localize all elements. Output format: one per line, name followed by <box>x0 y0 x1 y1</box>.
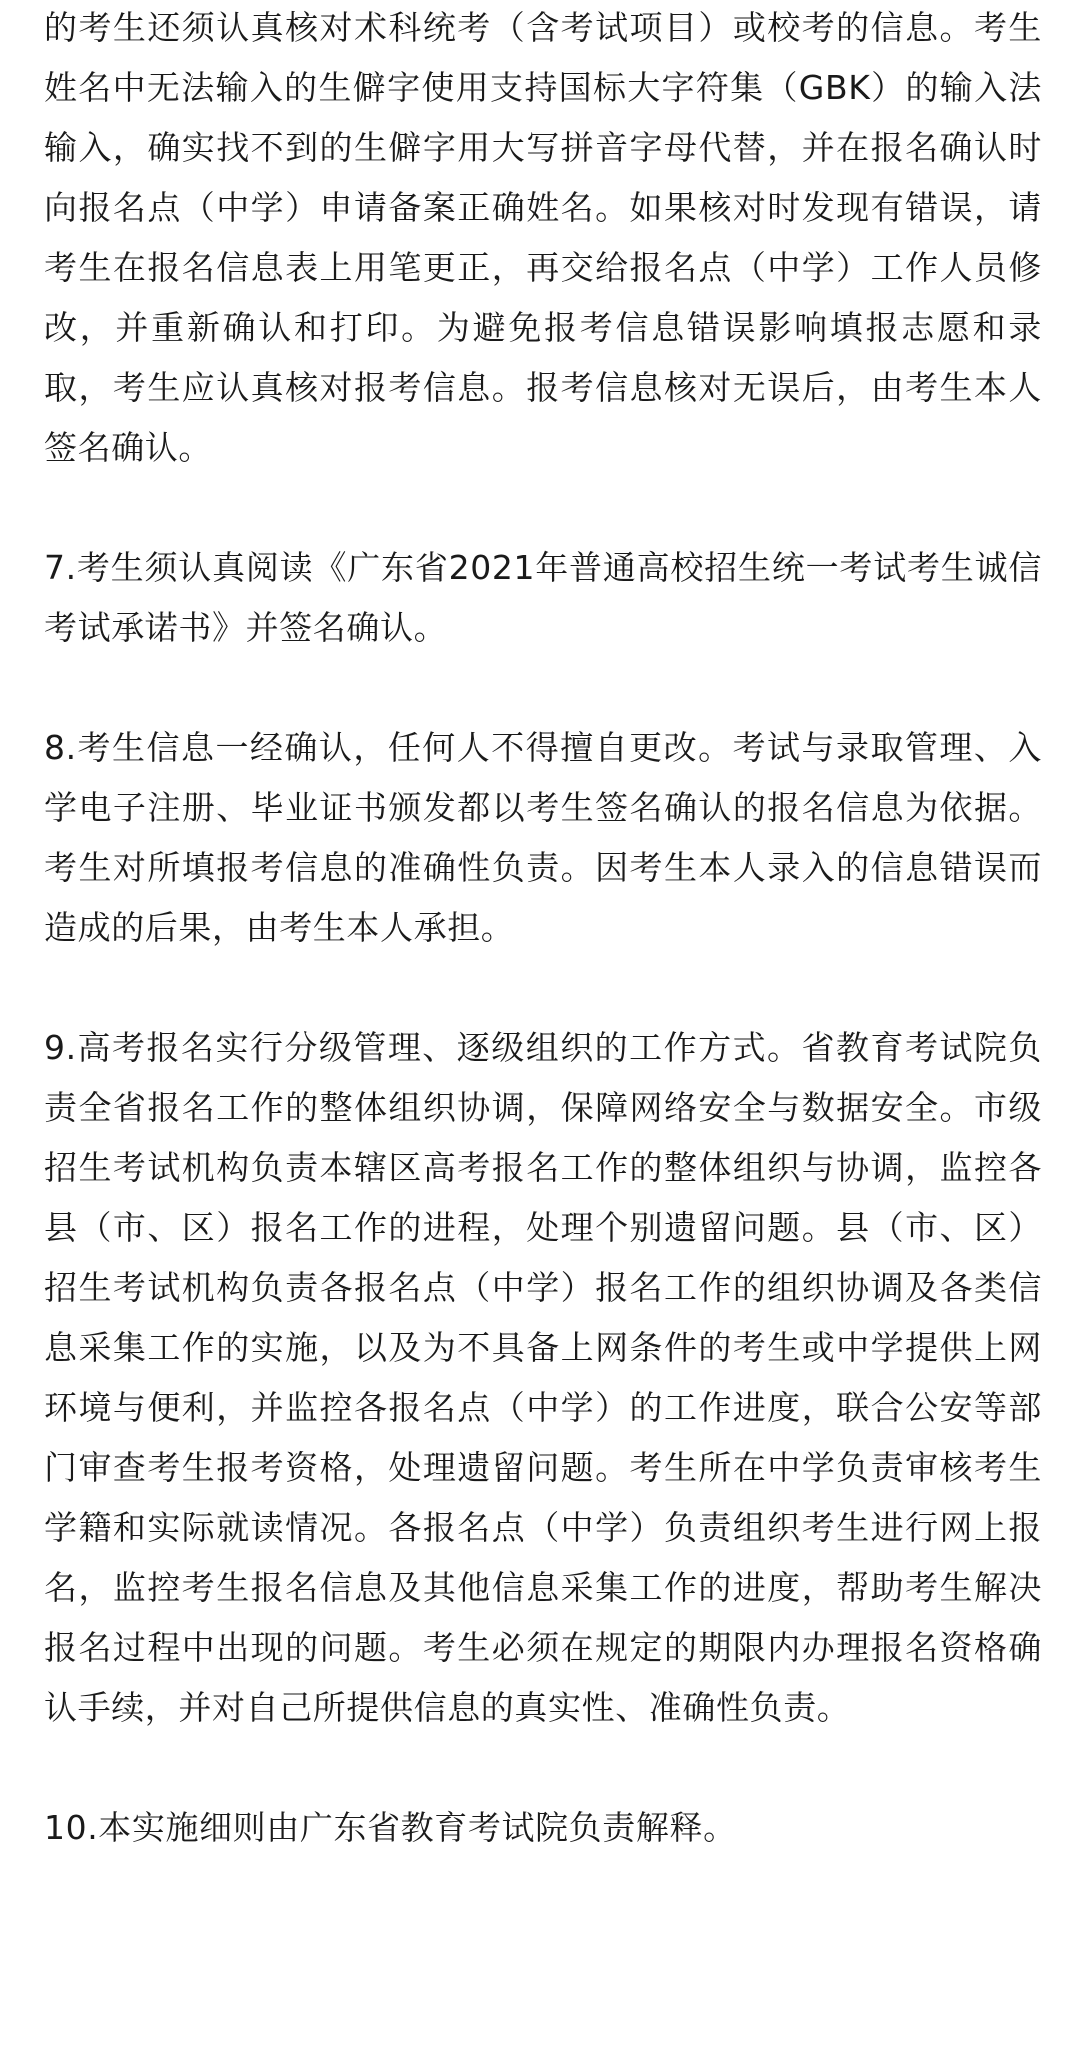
paragraph-item-9: 9.高考报名实行分级管理、逐级组织的工作方式。省教育考试院负责全省报名工作的整体组织协调，保障网络安全与数据安全。市级招生考试机构负责本辖区高考报名工作的整体组织与协调，监控各县（市、区）报名工作的进程，处理个别遗留问题。县（市、区）招生考试机构负责各报名点（中学）报名工作的组织协调及各类信息采集工作的实施，以及为不具备上网条件的考生或中学提供上网环境与便利，并监控各报名点（中学）的工作进度，联合公安等部门审查考生报考资格，处理遗留问题。考生所在中学负责审核考生学籍和实际就读情况。各报名点（中学）负责组织考生进行网上报名，监控考生报名信息及其他信息采集工作的进度，帮助考生解决报名过程中出现的问题。考生必须在规定的期限内办理报名资格确认手续，并对自己所提供信息的真实性、准确性负责。 <box>44 1028 1042 1727</box>
paragraph-spacer <box>44 658 1042 718</box>
paragraph-spacer <box>44 1738 1042 1798</box>
paragraph-item-10: 10.本实施细则由广东省教育考试院负责解释。 <box>44 1808 737 1847</box>
paragraph-item-8: 8.考生信息一经确认，任何人不得擅自更改。考试与录取管理、入学电子注册、毕业证书颁发都以考生签名确认的报名信息为依据。考生对所填报考信息的准确性负责。因考生本人录入的信息错误而造成的后果，由考生本人承担。 <box>44 728 1042 947</box>
paragraph-spacer <box>44 478 1042 538</box>
paragraph-verification: 的考生还须认真核对术科统考（含考试项目）或校考的信息。考生姓名中无法输入的生僻字使用支持国标大字符集（GBK）的输入法输入，确实找不到的生僻字用大写拼音字母代替，并在报名确认时向报名点（中学）申请备案正确姓名。如果核对时发现有错误，请考生在报名信息表上用笔更正，再交给报名点（中学）工作人员修改，并重新确认和打印。为避免报考信息错误影响填报志愿和录取，考生应认真核对报考信息。报考信息核对无误后，由考生本人签名确认。 <box>44 8 1042 467</box>
paragraph-spacer <box>44 958 1042 1018</box>
paragraph-item-7: 7.考生须认真阅读《广东省2021年普通高校招生统一考试考生诚信考试承诺书》并签名确认。 <box>44 548 1042 647</box>
article-body <box>44 0 1042 1858</box>
